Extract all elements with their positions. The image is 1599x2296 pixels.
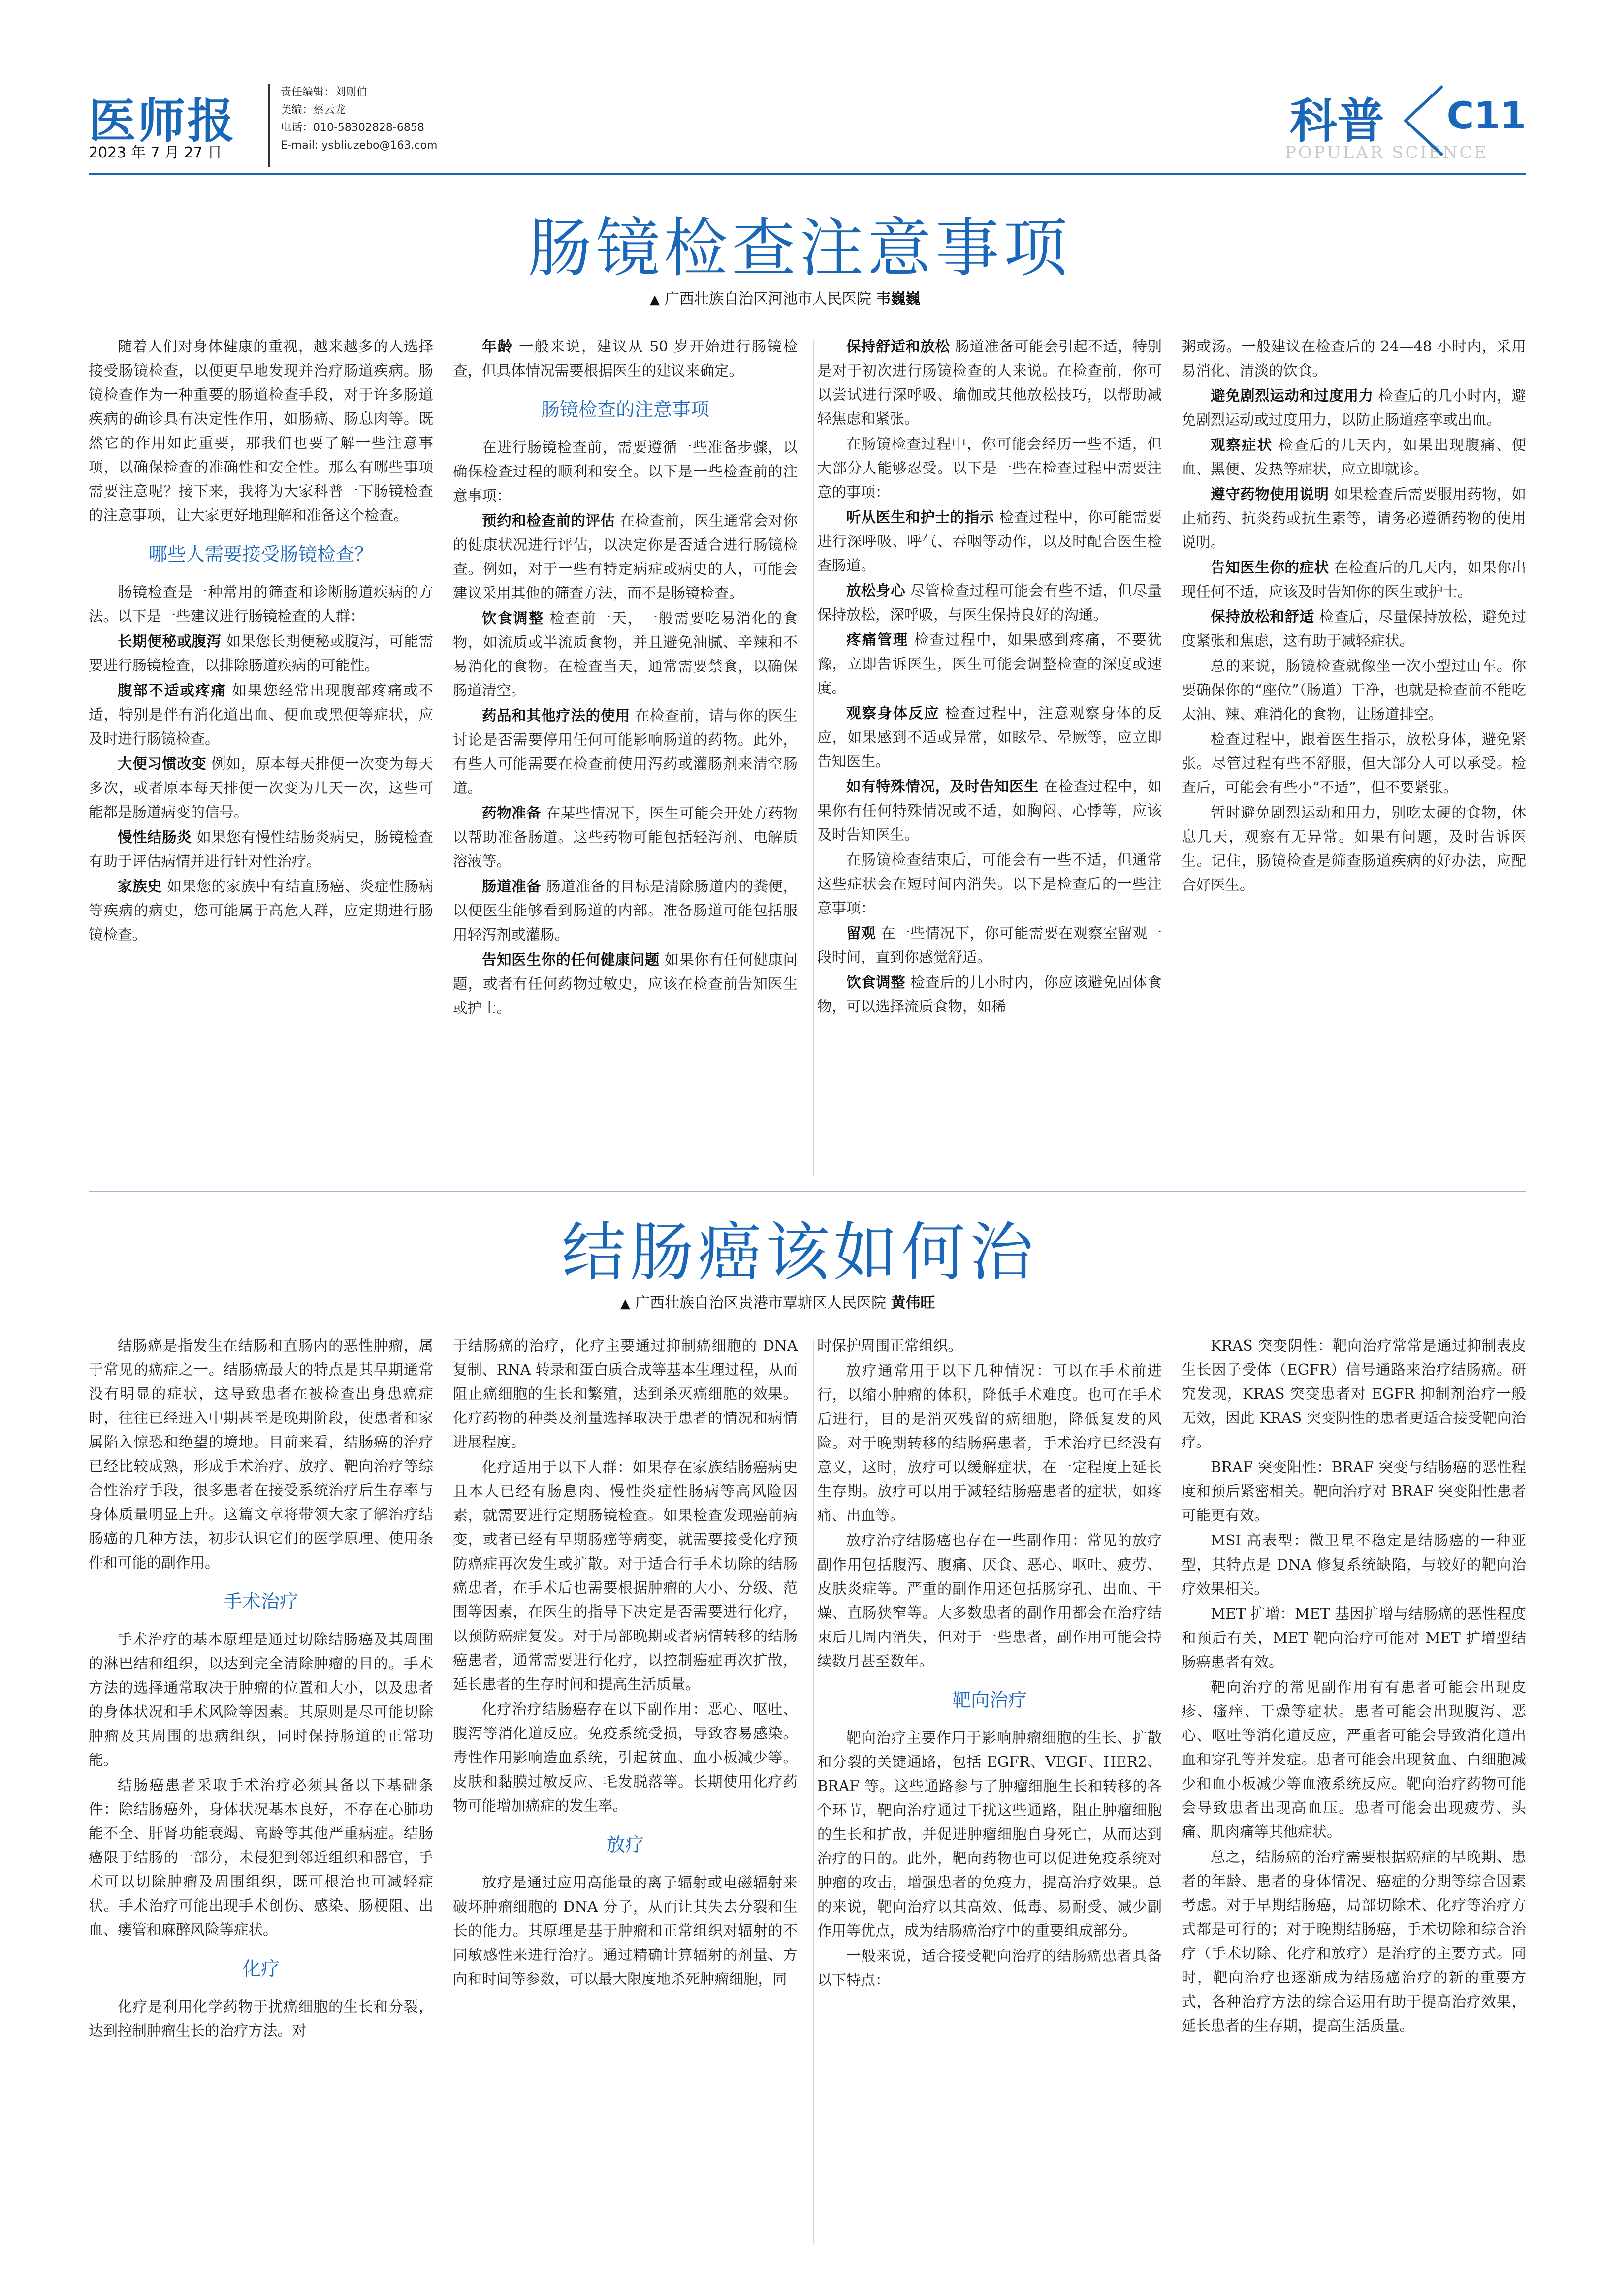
paragraph-text: 在进行肠镜检查前，需要遵循一些准备步骤，以确保检查过程的顺利和安全。以下是一些检查前的注意事项： (453, 439, 798, 504)
article2-body (89, 1334, 1526, 2249)
body-paragraph (817, 1359, 1162, 1528)
paragraph-lead: 饮食调整 (846, 974, 906, 991)
section-heading: 哪些人需要接受肠镜检查？ (148, 543, 373, 565)
body-paragraph (453, 509, 798, 605)
issue-date: 2023 年 7 月 27 日 (89, 144, 223, 161)
paragraph-text: 靶向治疗的常见副作用有有患者可能会出现皮疹、瘙痒、干燥等症状。患者可能会出现腹泻、恶心、呕吐等消化道反应，严重者可能会导致消化道出血和穿孔等并发症。患者可能会出现贫血、白细胞减少和血小板减少等血液系统反应。靶向治疗药物可能会导致患者出现高血压。患者可能会出现疲劳、头痛、肌肉痛等其他症状。 (1182, 1679, 1526, 1840)
paragraph-text: 检查前一天，一般需要吃易消化的食物，如流质或半流质食物，并且避免油腻、辛辣和不易消化的食物。在检查当天，通常需要禁食，以确保肠道清空。 (453, 610, 798, 699)
body-paragraph (1182, 654, 1526, 726)
paragraph-lead: 肠道准备 (482, 878, 542, 895)
body-paragraph (817, 432, 1162, 504)
paragraph-text: MSI 高表型：微卫星不稳定是结肠癌的一种亚型，其特点是 DNA 修复系统缺陷，与较好的靶向治疗效果相关。 (1182, 1532, 1526, 1597)
section-heading: 放疗 (606, 1834, 644, 1856)
paragraph-text: 如果你有任何健康问题，或者有任何药物过敏史，应该在检查前告知医生或护士。 (453, 951, 798, 1016)
paragraph-text: 于结肠癌的治疗，化疗主要通过抑制癌细胞的 DNA 复制、RNA 转录和蛋白质合成等基本生理过程，从而阻止癌细胞的生长和繁殖，达到杀灭癌细胞的效果。化疗药物的种类及剂量选择取决于患者的情况和病情进展程度。 (453, 1337, 798, 1450)
paragraph-text: 检查过程中，注意观察身体的反应，如果感到不适或异常，如眩晕、晕厥等，应立即告知医生。 (817, 705, 1162, 770)
paragraph-text: 在肠镜检查过程中，你可能会经历一些不适，但大部分人能够忍受。以下是一些在检查过程中需要注意的事项： (817, 436, 1162, 501)
paragraph-lead: 药物准备 (482, 805, 542, 821)
body-paragraph (453, 704, 798, 800)
body-paragraph (453, 1698, 798, 1818)
article1-column-1 (89, 335, 433, 1181)
body-paragraph (817, 579, 1162, 627)
paragraph-lead: 避免剧烈运动和过度用力 (1211, 387, 1374, 404)
body-paragraph (1182, 335, 1526, 383)
paragraph-text: 放疗通常用于以下几种情况：可以在手术前进行，以缩小肿瘤的体积，降低手术难度。也可在手术后进行，目的是消灭残留的癌细胞，降低复发的风险。对于晚期转移的结肠癌患者，手术治疗已经没有意义，这时，放疗可以缓解症状，在一定程度上延长生存期。放疗可以用于减轻结肠癌患者的症状，如疼痛、出血等。 (817, 1362, 1162, 1524)
body-paragraph (89, 825, 433, 874)
body-paragraph (817, 628, 1162, 700)
triangle-icon: ▲ (620, 1296, 630, 1311)
paragraph-text: MET 扩增：MET 基因扩增与结肠癌的恶性程度和预后有关，MET 靶向治疗可能对 MET 扩增型结肠癌患者有效。 (1182, 1605, 1526, 1670)
paragraph-text: 在一些情况下，你可能需要在观察室留观一段时间，直到你感觉舒适。 (817, 925, 1162, 966)
body-paragraph (453, 801, 798, 874)
paragraph-lead: 观察身体反应 (846, 705, 940, 722)
designer-name: 美编：蔡云龙 (281, 104, 346, 116)
body-paragraph (817, 1529, 1162, 1673)
body-paragraph (1182, 1845, 1526, 2038)
paragraph-text: 检查后的几天内，如果出现腹痛、便血、黑便、发热等症状，应立即就诊。 (1182, 437, 1526, 477)
body-paragraph (89, 629, 433, 678)
triangle-icon: ▲ (650, 292, 660, 307)
body-paragraph (1182, 556, 1526, 604)
paragraph-text: 时保护周围正常组织。 (817, 1337, 963, 1354)
paragraph-lead: 慢性结肠炎 (118, 829, 192, 846)
paragraph-lead: 长期便秘或腹泻 (118, 633, 222, 650)
column-divider (813, 340, 814, 1176)
article1-column-2 (453, 335, 798, 1181)
paragraph-text: 在检查前，医生通常会对你的健康状况进行评估，以决定你是否适合进行肠镜检查。例如，对于一些有特定病症或病史的人，可能会建议采用其他的筛查方法，而不是肠镜检查。 (453, 512, 798, 601)
article1-org: 广西壮族自治区河池市人民医院 (665, 290, 871, 308)
body-paragraph (453, 436, 798, 508)
body-paragraph (89, 875, 433, 947)
body-paragraph (89, 1995, 433, 2043)
paragraph-lead: 年龄 (482, 338, 513, 355)
body-paragraph (89, 679, 433, 751)
body-paragraph (89, 1773, 433, 1942)
paragraph-lead: 家族史 (118, 878, 162, 895)
masthead-divider (268, 84, 270, 167)
page-number: C11 (1446, 94, 1526, 137)
paragraph-text: BRAF 突变阳性：BRAF 突变与结肠癌的恶性程度和预后紧密相关。靶向治疗对 BRAF 突变阳性患者可能更有效。 (1182, 1459, 1526, 1524)
body-paragraph (1182, 1455, 1526, 1528)
article2-column-4 (1182, 1334, 1526, 2249)
paragraph-text: 一般来说，适合接受靶向治疗的结肠癌患者具备以下特点： (817, 1948, 1162, 1988)
editor-info (281, 84, 437, 155)
paragraph-lead: 告知医生你的任何健康问题 (482, 951, 660, 968)
body-paragraph (817, 1726, 1162, 1943)
paragraph-text: 放疗治疗结肠癌也存在一些副作用：常见的放疗副作用包括腹泻、腹痛、厌食、恶心、呕吐、疲劳、皮肤炎症等。严重的副作用还包括肠穿孔、出血、干燥、直肠狭窄等。大多数患者的副作用都会在治疗结束后几周内消失，但对于一些患者，副作用可能会持续数月甚至数年。 (817, 1532, 1162, 1669)
article2-column-1 (89, 1334, 433, 2249)
section-heading: 手术治疗 (223, 1591, 298, 1612)
section-heading: 靶向治疗 (952, 1689, 1027, 1711)
body-paragraph (1182, 1334, 1526, 1454)
body-paragraph (1182, 801, 1526, 897)
section-title: 科普 (1290, 94, 1384, 149)
paragraph-text: 例如，原本每天排便一次变为每天多次，或者原本每天排便一次变为几天一次，这些可能都是肠道病变的信号。 (89, 755, 433, 820)
paragraph-lead: 保持放松和舒适 (1211, 608, 1314, 625)
body-paragraph (817, 775, 1162, 847)
article1-headline: 肠镜检查注意事项 (527, 211, 1071, 285)
body-paragraph (817, 848, 1162, 920)
body-paragraph (1182, 433, 1526, 481)
body-paragraph (1182, 605, 1526, 653)
paragraph-text: 总之，结肠癌的治疗需要根据癌症的早晚期、患者的年龄、患者的身体情况、癌症的分期等综合因素考虑。对于早期结肠癌，局部切除术、化疗等治疗方式都是可行的；对于晚期结肠癌，手术切除和综合治疗（手术切除、化疗和放疗）是治疗的主要方式。同时，靶向治疗也逐渐成为结肠癌治疗的新的重要方式，各种治疗方法的综合运用有助于提高治疗效果，延长患者的生存期，提高生活质量。 (1182, 1849, 1526, 2034)
paragraph-lead: 药品和其他疗法的使用 (482, 707, 630, 724)
body-paragraph (817, 1334, 1162, 1358)
paragraph-lead: 预约和检查前的评估 (482, 512, 615, 529)
paragraph-text: 在某些情况下，医生可能会开处方药物以帮助准备肠道。这些药物可能包括轻泻剂、电解质溶液等。 (453, 805, 798, 870)
masthead (89, 74, 1526, 177)
paragraph-lead: 大便习惯改变 (118, 755, 207, 772)
paragraph-text: 在肠镜检查结束后，可能会有一些不适，但通常这些症状会在短时间内消失。以下是检查后的一些注意事项： (817, 851, 1162, 916)
paragraph-text: 如果您有慢性结肠炎病史，肠镜检查有助于评估病情并进行针对性治疗。 (89, 829, 433, 870)
body-paragraph (89, 1628, 433, 1772)
section-subtitle: POPULAR SCIENCE (1285, 143, 1489, 162)
body-paragraph (453, 948, 798, 1020)
body-paragraph (89, 1334, 433, 1575)
body-paragraph (1182, 1675, 1526, 1844)
body-paragraph (1182, 384, 1526, 432)
section-heading: 化疗 (242, 1958, 280, 1980)
body-paragraph (1182, 1529, 1526, 1601)
body-paragraph (89, 335, 433, 528)
body-paragraph (817, 335, 1162, 431)
paragraph-text: 如果您经常出现腹部疼痛或不适，特别是伴有消化道出血、便血或黑便等症状，应及时进行肠镜检查。 (89, 682, 433, 747)
paragraph-text: KRAS 突变阴性：靶向治疗常常是通过抑制表皮生长因子受体（EGFR）信号通路来治疗结肠癌。研究发现，KRAS 突变患者对 EGFR 抑制剂治疗一般无效，因此 KRAS 突变阴性的患者更适合接受靶向治疗。 (1182, 1337, 1526, 1450)
masthead-rule (89, 173, 1526, 175)
article1-author: 韦巍巍 (876, 290, 921, 308)
article2-author: 黄伟旺 (891, 1294, 935, 1312)
paragraph-lead: 遵守药物使用说明 (1211, 486, 1329, 503)
body-paragraph (817, 1944, 1162, 1992)
section-heading: 肠镜检查的注意事项 (541, 399, 709, 420)
body-paragraph (453, 1455, 798, 1697)
body-paragraph (817, 701, 1162, 774)
paragraph-text: 手术治疗的基本原理是通过切除结肠癌及其周围的淋巴结和组织，以达到完全清除肿瘤的目的。手术方法的选择通常取决于肿瘤的位置和大小，以及患者的身体状况和手术风险等因素。其原则是尽可能切除肿瘤及其周围的患病组织，同时保持肠道的正常功能。 (89, 1631, 433, 1768)
paragraph-text: 在检查后的几天内，如果你出现任何不适，应该及时告知你的医生或护士。 (1182, 559, 1526, 600)
paragraph-text: 检查后，尽量保持放松，避免过度紧张和焦虑，这有助于减轻症状。 (1182, 608, 1526, 649)
body-paragraph (453, 1871, 798, 1991)
body-paragraph (1182, 1602, 1526, 1674)
paragraph-text: 肠道准备的目标是清除肠道内的粪便，以便医生能够看到肠道的内部。准备肠道可能包括服用轻泻剂或灌肠。 (453, 878, 798, 943)
paragraph-text: 化疗适用于以下人群：如果存在家族结肠癌病史且本人已经有肠息肉、慢性炎症性肠病等高风险因素，就需要进行定期肠镜检查。如果检查发现癌前病变，或者已经有早期肠癌等病变，就需要接受化疗预防癌症再次发生或扩散。对于适合行手术切除的结肠癌患者，在手术后也需要根据肿瘤的大小、分级、范围等因素，在医生的指导下决定是否需要进行化疗，以预防癌症复发。对于局部晚期或者病情转移的结肠癌患者，通常需要进行化疗，以控制癌症再次扩散，延长患者的生存时间和提高生活质量。 (453, 1459, 798, 1693)
paragraph-text: 如果您长期便秘或腹泻，可能需要进行肠镜检查，以排除肠道疾病的可能性。 (89, 633, 433, 674)
body-paragraph (817, 971, 1162, 1019)
paragraph-text: 靶向治疗主要作用于影响肿瘤细胞的生长、扩散和分裂的关键通路，包括 EGFR、VEGF、HER2、BRAF 等。这些通路参与了肿瘤细胞生长和转移的各个环节，靶向治疗通过干扰这些通路，阻止肿瘤细胞的生长和扩散，并促进肿瘤细胞自身死亡，从而达到治疗的目的。此外，靶向药物也可以促进免疫系统对肿瘤的攻击，增强患者的免疫力，提高治疗效果。总的来说，靶向治疗以其高效、低毒、易耐受、减少副作用等优点，成为结肠癌治疗中的重要组成部分。 (817, 1730, 1162, 1939)
article-divider (89, 1191, 1526, 1192)
paragraph-text: 一般来说，建议从 50 岁开始进行肠镜检查，但具体情况需要根据医生的建议来确定。 (453, 338, 798, 379)
paragraph-text: 化疗是利用化学药物于扰癌细胞的生长和分裂，达到控制肿瘤生长的治疗方法。对 (89, 1998, 433, 2039)
article1-byline (650, 286, 921, 308)
body-paragraph (1182, 727, 1526, 800)
body-paragraph (817, 921, 1162, 970)
paragraph-text: 放疗是通过应用高能量的离子辐射或电磁辐射来破坏肿瘤细胞的 DNA 分子，从而让其失去分裂和生长的能力。其原理是基于肿瘤和正常组织对辐射的不同敏感性来进行治疗。通过精确计算辐射的剂量、方向和时间等参数，可以最大限度地杀死肿瘤细胞，同 (453, 1874, 798, 1987)
paragraph-text: 如果检查后需要服用药物，如止痛药、抗炎药或抗生素等，请务必遵循药物的使用说明。 (1182, 486, 1526, 551)
article2-headline: 结肠癌该如何治 (561, 1215, 1037, 1290)
body-paragraph (453, 1334, 798, 1454)
article2-column-2 (453, 1334, 798, 2249)
paragraph-lead: 听从医生和护士的指示 (846, 509, 994, 526)
paragraph-text: 如果您的家族中有结直肠癌、炎症性肠病等疾病的病史，您可能属于高危人群，应定期进行肠镜检查。 (89, 878, 433, 943)
paragraph-text: 检查后的几小时内，避免剧烈运动或过度用力，以防止肠道痉挛或出血。 (1182, 387, 1526, 428)
paragraph-lead: 放松身心 (846, 582, 906, 599)
body-paragraph (453, 875, 798, 947)
body-paragraph (817, 505, 1162, 578)
column-divider (813, 1339, 814, 2244)
paragraph-lead: 腹部不适或疼痛 (118, 682, 227, 699)
section-label (1270, 74, 1526, 172)
paragraph-text: 检查过程中，如果感到疼痛，不要犹豫，立即告诉医生，医生可能会调整检查的深度或速度。 (817, 631, 1162, 696)
body-paragraph (453, 606, 798, 703)
paragraph-lead: 疼痛管理 (846, 631, 909, 648)
paragraph-lead: 保持舒适和放松 (846, 338, 950, 355)
paragraph-lead: 观察症状 (1211, 437, 1273, 453)
article2-byline (620, 1290, 935, 1312)
paragraph-text: 化疗治疗结肠癌存在以下副作用：恶心、呕吐、腹泻等消化道反应。免疫系统受损，导致容易感染。毒性作用影响造血系统，引起贫血、血小板减少等。皮肤和黏膜过敏反应、毛发脱落等。长期使用化疗药物可能增加癌症的发生率。 (453, 1701, 798, 1814)
paragraph-lead: 告知医生你的症状 (1211, 559, 1329, 576)
paragraph-text: 在检查前，请与你的医生讨论是否需要停用任何可能影响肠道的药物。此外，有些人可能需要在检查前使用泻药或灌肠剂来清空肠道。 (453, 707, 798, 796)
paragraph-text: 粥或汤。一般建议在检查后的 24—48 小时内，采用易消化、清淡的饮食。 (1182, 338, 1526, 379)
paragraph-text: 肠镜检查是一种常用的筛查和诊断肠道疾病的方法。以下是一些建议进行肠镜检查的人群： (89, 584, 433, 625)
paragraph-text: 结肠癌是指发生在结肠和直肠内的恶性肿瘤，属于常见的癌症之一。结肠癌最大的特点是其早期通常没有明显的症状，这导致患者在被检查出身患癌症时，往往已经进入中期甚至是晚期阶段，使患者和家属陷入惊恐和绝望的境地。目前来看，结肠癌的治疗已经比较成熟，形成手术治疗、放疗、靶向治疗等综合性治疗手段，很多患者在接受系统治疗后生存率与身体质量明显上升。这篇文章将带领大家了解治疗结肠癌的几种方法，初步认识它们的医学原理、使用条件和可能的副作用。 (89, 1337, 433, 1571)
paragraph-text: 尽管检查过程可能会有些不适，但尽量保持放松，深呼吸，与医生保持良好的沟通。 (817, 582, 1162, 623)
contact-phone: 电话：010-58302828-6858 (281, 122, 424, 134)
paragraph-text: 检查过程中，跟着医生指示，放松身体，避免紧张。尽管过程有些不舒服，但大部分人可以承受。检查后，可能会有些小“不适”，但不要紧张。 (1182, 731, 1526, 796)
paragraph-text: 随着人们对身体健康的重视，越来越多的人选择接受肠镜检查，以便更早地发现并治疗肠道疾病。肠镜检查作为一种重要的肠道检查手段，对于许多肠道疾病的确诊具有决定性作用，如肠癌、肠息肉等。既然它的作用如此重要，那我们也要了解一些注意事项，以确保检查的准确性和安全性。那么有哪些事项需要注意呢？接下来，我将为大家科普一下肠镜检查的注意事项，让大家更好地理解和准备这个检查。 (89, 338, 433, 524)
paragraph-lead: 如有特殊情况，及时告知医生 (846, 778, 1039, 795)
article1-body (89, 335, 1526, 1181)
article2-column-3 (817, 1334, 1162, 2249)
paragraph-text: 检查后的几小时内，你应该避免固体食物，可以选择流质食物，如稀 (817, 974, 1162, 1015)
body-paragraph (453, 335, 798, 383)
body-paragraph (89, 580, 433, 629)
article1-column-4 (1182, 335, 1526, 1181)
newspaper-logo: 医师报 (89, 94, 236, 149)
article1-column-3 (817, 335, 1162, 1181)
paragraph-text: 结肠癌患者采取手术治疗必须具备以下基础条件：除结肠癌外，身体状况基本良好，不存在心肺功能不全、肝肾功能衰竭、高龄等其他严重病症。结肠癌限于结肠的一部分，未侵犯到邻近组织和器官，手术可以切除肿瘤及周围组织，既可根治也可减轻症状。手术治疗可能出现手术创伤、感染、肠梗阻、出血、瘘管和麻醉风险等症状。 (89, 1777, 433, 1938)
paragraph-text: 检查过程中，你可能需要进行深呼吸、呼气、吞咽等动作，以及时配合医生检查肠道。 (817, 509, 1162, 574)
paragraph-text: 肠道准备可能会引起不适，特别是对于初次进行肠镜检查的人来说。在检查前，你可以尝试进行深呼吸、瑜伽或其他放松技巧，以帮助减轻焦虑和紧张。 (817, 338, 1162, 427)
contact-email: E-mail: ysbliuzebo@163.com (281, 139, 438, 152)
paragraph-lead: 饮食调整 (482, 610, 544, 627)
editor-name: 责任编辑：刘则伯 (281, 86, 368, 98)
chevron-left-icon (1398, 84, 1447, 157)
paragraph-text: 总的来说，肠镜检查就像坐一次小型过山车。你要确保你的“座位”（肠道）干净，也就是检查前不能吃太油、辣、难消化的食物，让肠道排空。 (1182, 658, 1526, 723)
article2-org: 广西壮族自治区贵港市覃塘区人民医院 (635, 1294, 886, 1312)
paragraph-text: 在检查过程中，如果你有任何特殊情况或不适，如胸闷、心悸等，应该及时告知医生。 (817, 778, 1162, 843)
body-paragraph (1182, 482, 1526, 555)
body-paragraph (89, 752, 433, 824)
paragraph-text: 暂时避免剧烈运动和用力，别吃太硬的食物，休息几天，观察有无异常。如果有问题，及时告诉医生。记住，肠镜检查是筛查肠道疾病的好办法，应配合好医生。 (1182, 804, 1526, 893)
paragraph-lead: 留观 (846, 925, 876, 942)
